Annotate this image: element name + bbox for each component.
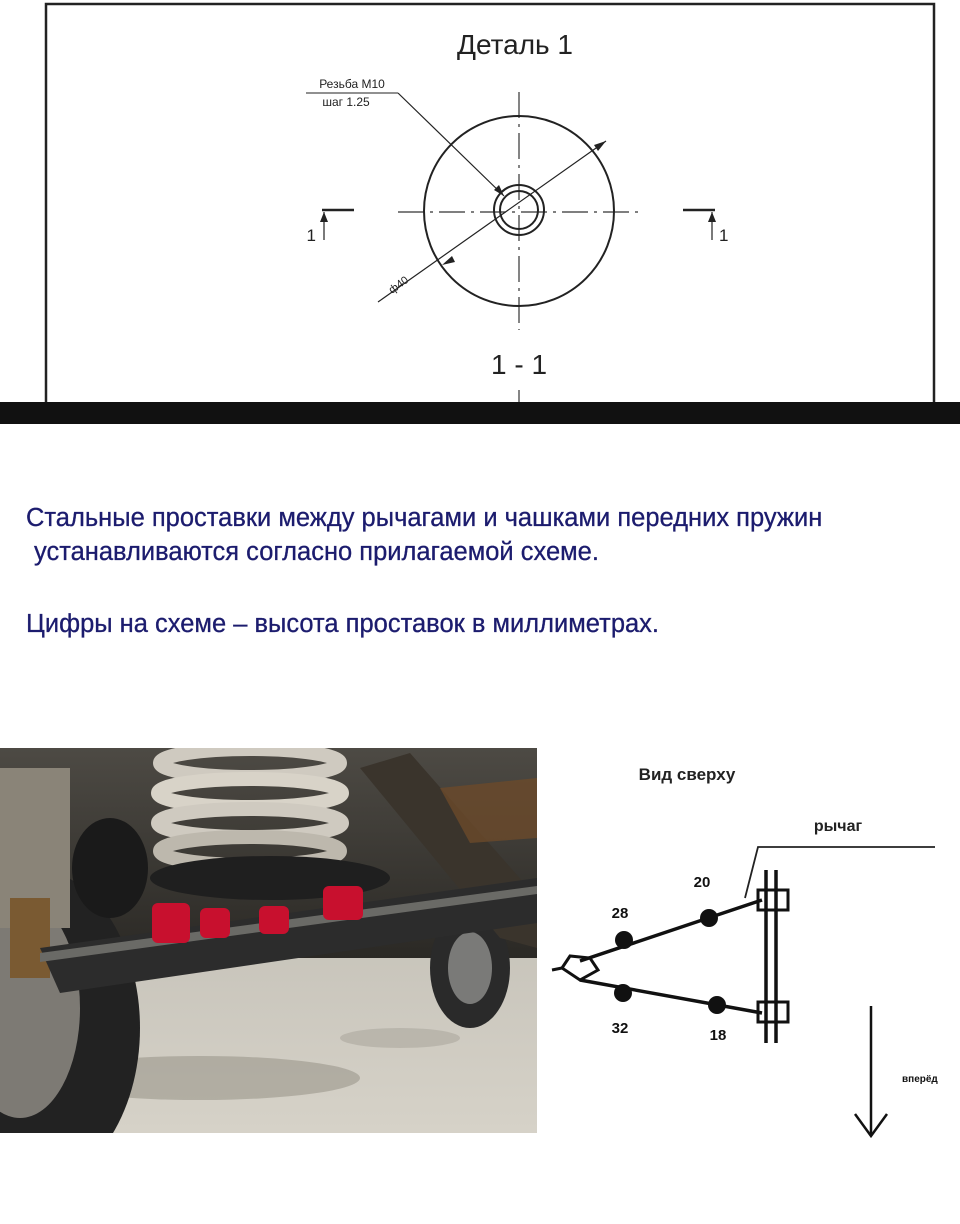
direction-label: вперёд (902, 1074, 938, 1085)
suspension-photo-canvas (0, 748, 537, 1133)
spacer-point-bottom-outer (614, 984, 632, 1002)
section-label: 1 - 1 (490, 349, 548, 380)
spacer-label-top-inner: 20 (693, 874, 711, 891)
lever-label: рычаг (813, 818, 863, 835)
spacer-3 (259, 906, 289, 934)
bushing-bottom (758, 1002, 788, 1022)
diameter-label: ф40 (386, 274, 411, 297)
floor-stain-2 (340, 1028, 460, 1048)
bushing-top (758, 890, 788, 910)
thread-label: Резьба М10 (319, 77, 385, 91)
section-mark-right-label: 1 (719, 226, 729, 245)
view-title: Вид сверху (638, 765, 736, 784)
spacer-point-top-outer (615, 931, 633, 949)
rusty-knuckle (10, 898, 50, 978)
thread-pitch-label: шаг 1.25 (322, 95, 370, 109)
note-line-3: Цифры на схеме – высота проставок в миллиметрах. (26, 610, 660, 638)
bump-stop (72, 818, 148, 918)
rear-wheel-rim (448, 932, 492, 1004)
divider-band (0, 402, 960, 424)
diameter-arrow-bottom (442, 256, 455, 265)
spacer-point-bottom-inner (708, 996, 726, 1014)
spacer-2 (200, 908, 230, 938)
diameter-dimension-line (378, 141, 606, 302)
drawing-canvas (0, 0, 960, 402)
spacer-4 (323, 886, 363, 920)
spacer-label-top-outer: 28 (611, 905, 629, 922)
lever-arm-bottom (580, 980, 762, 1013)
drawing-title: Деталь 1 (457, 29, 573, 60)
technical-drawing (0, 0, 960, 402)
note-line-1: Стальные проставки между рычагами и чашками передних пружин (26, 504, 823, 532)
spacer-label-bottom-inner: 18 (709, 1027, 727, 1044)
diameter-arrow-top (594, 141, 606, 151)
section-mark-right-arrowhead (708, 212, 716, 222)
suspension-photo (0, 748, 537, 1133)
note-line-2: устанавливаются согласно прилагаемой схеме. (34, 538, 599, 566)
top-view-scheme (540, 748, 960, 1168)
ball-joint-stem (552, 968, 562, 970)
section-mark-left-arrowhead (320, 212, 328, 222)
spacer-1 (152, 903, 190, 943)
lever-arm-top (580, 900, 762, 961)
scheme-canvas (540, 748, 960, 1168)
section-mark-left-label: 1 (306, 226, 316, 245)
drawing-frame (46, 4, 934, 402)
spacer-label-bottom-outer: 32 (611, 1020, 629, 1037)
spacer-point-top-inner (700, 909, 718, 927)
